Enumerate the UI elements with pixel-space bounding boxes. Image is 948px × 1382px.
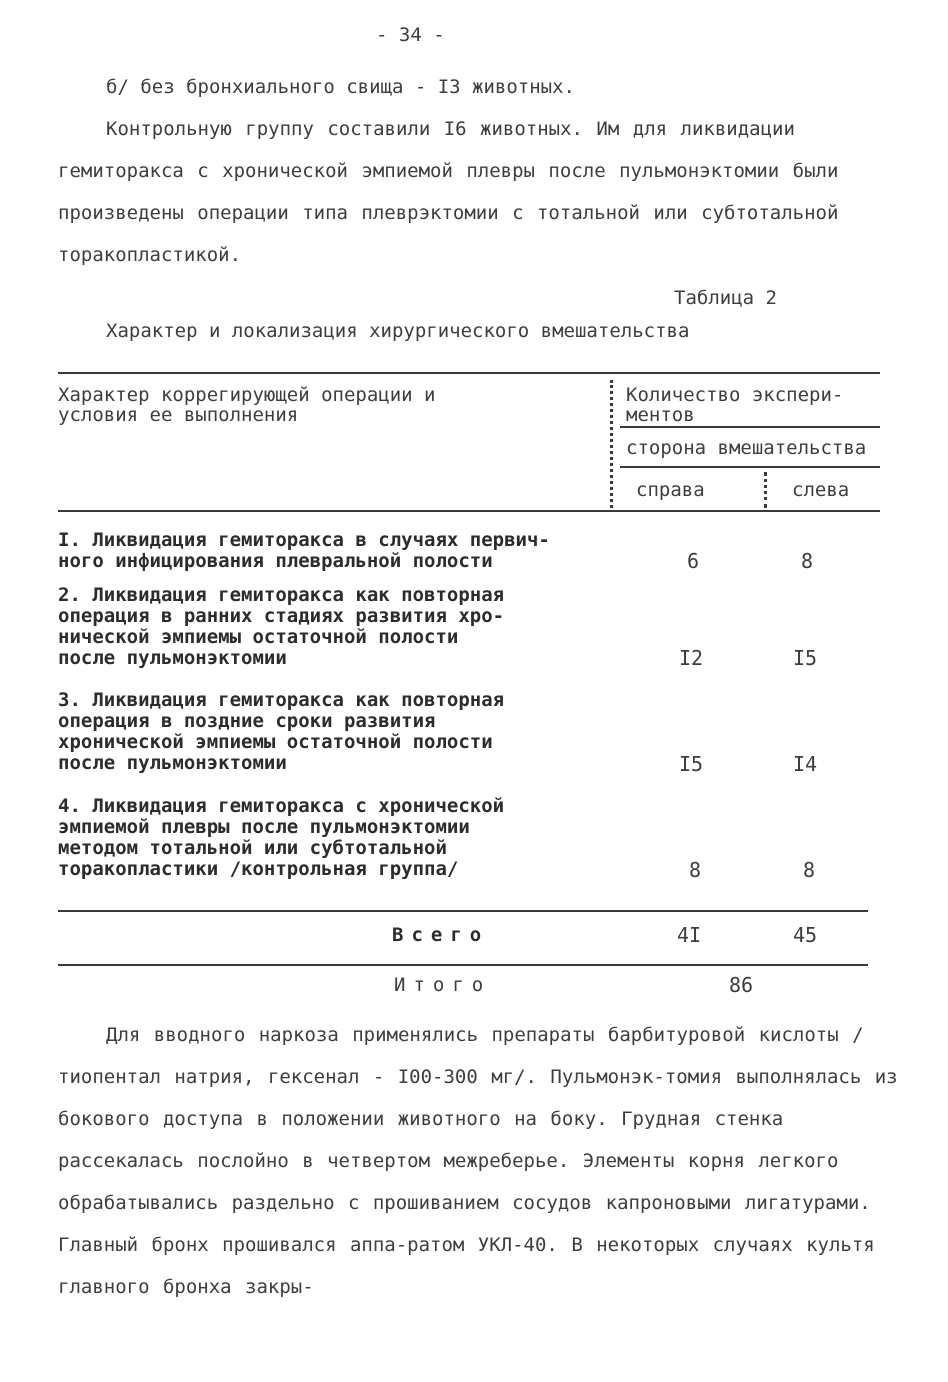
- totals-bottom-rule: [58, 964, 868, 966]
- total-left: 45: [792, 923, 818, 947]
- table-row-3-left: I4: [792, 752, 818, 776]
- subheader-separator: [764, 472, 767, 508]
- table-row-4-text: 4. Ликвидация гемиторакса с хронической эмпиемой плевры после пульмонэктомии методом тотальной или субтотальной торакопластики /контрольная группа/: [58, 795, 505, 880]
- table-row-4-right: 8: [688, 858, 702, 882]
- total-right: 4I: [676, 923, 702, 947]
- table-top-rule: [58, 372, 880, 374]
- table-row-2-left: I5: [792, 646, 818, 670]
- header-side: сторона вмешательства: [626, 437, 867, 459]
- header-left: слева: [792, 479, 850, 501]
- page-number: - 34 -: [376, 24, 445, 46]
- total-label: Всего: [392, 924, 490, 946]
- header-experiment-count: Количество экспери- ментов: [626, 384, 844, 426]
- header-rule-2: [620, 466, 880, 468]
- header-bottom-rule: [58, 510, 880, 512]
- grand-total-value: 86: [728, 973, 754, 997]
- table-row-1-right: 6: [686, 549, 700, 573]
- table-row-2-text: 2. Ликвидация гемиторакса как повторная операция в ранних стадиях развития хро- нической эмпиемы остаточной полости после пульмонэктомии: [58, 584, 505, 669]
- header-rule-1: [620, 426, 880, 428]
- table-row-3-text: 3. Ликвидация гемиторакса как повторная операция в поздние сроки развития хронической эмпиемы остаточной полости после пульмонэктомии: [58, 689, 505, 774]
- totals-top-rule: [58, 910, 868, 912]
- table-row-1-text: I. Ликвидация гемиторакса в случаях первич- ного инфицирования плевральной полости: [58, 529, 550, 572]
- table-label: Таблица 2: [674, 287, 777, 309]
- header-separator: [610, 380, 613, 508]
- table-row-4-left: 8: [802, 858, 816, 882]
- header-operation-type: Характер коррегирующей операции и условия ее выполнения: [58, 384, 436, 426]
- table-caption: Характер и локализация хирургического вмешательства: [106, 320, 690, 342]
- table-row-1-left: 8: [800, 549, 814, 573]
- header-right: справа: [636, 479, 705, 501]
- table-row-2-right: I2: [678, 646, 704, 670]
- intro-paragraph: Контрольную группу составили I6 животных. Им для ликвидации гемиторакса с хронической эмпиемой плевры после пульмонэктомии были произведены операции типа плеврэктомии с тотальной или субтотальной торакопластикой.: [58, 118, 839, 266]
- grand-total-label: Итого: [394, 974, 492, 996]
- table-row-3-right: I5: [678, 752, 704, 776]
- intro-line-b: б/ без бронхиального свища - I3 животных.: [106, 76, 575, 98]
- body-paragraph: Для вводного наркоза применялись препараты барбитуровой кислоты /тиопентал натрия, гексенал - I00-300 мг/. Пульмонэк-томия выполнялась из бокового доступа в положении животного на боку. Грудная стенка рассекалась послойно в четвертом межреберье. Элементы корня легкого обрабатывались раздельно с прошиванием сосудов капроновыми лигатурами. Главный бронх прошивался аппа-ратом УКЛ-40. В некоторых случаях культя главного бронха закры-: [58, 1024, 898, 1298]
